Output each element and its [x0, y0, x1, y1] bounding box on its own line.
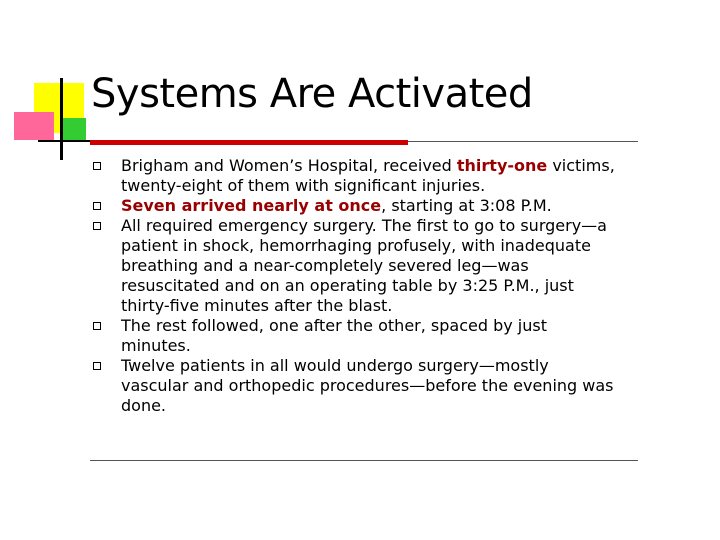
- bullet-text: Twelve patients in all would undergo surgery—mostly vascular and orthopedic procedures—before the evening was done.: [121, 356, 614, 415]
- decor-horizontal-line: [38, 140, 98, 142]
- decor-green-square: [60, 118, 86, 142]
- bullet-item: [90, 216, 620, 316]
- bullet-text: Seven arrived nearly at once, starting at 3:08 P.M.: [121, 196, 552, 215]
- bullet-text: All required emergency surgery. The first to go to surgery—a patient in shock, hemorrhaging profusely, with inadequate breathing and a near-completely severed leg—was resuscitated and on an operating table by 3:25 P.M., just thirty-five minutes after the blast.: [121, 216, 607, 315]
- slide-title: Systems Are Activated: [91, 71, 533, 117]
- decor-vertical-line: [60, 78, 63, 160]
- square-bullet-icon: [93, 362, 101, 370]
- bullet-item: [90, 316, 620, 356]
- square-bullet-icon: [93, 322, 101, 330]
- bullet-item: [90, 156, 620, 196]
- bullet-item: [90, 196, 620, 216]
- square-bullet-icon: [93, 162, 101, 170]
- title-underline-gray: [408, 141, 638, 142]
- square-bullet-icon: [93, 202, 101, 210]
- title-underline-red: [90, 140, 408, 145]
- decor-pink-square: [14, 112, 54, 140]
- bullet-item: [90, 356, 620, 416]
- bullet-text: The rest followed, one after the other, spaced by just minutes.: [121, 316, 547, 355]
- bullet-list: [90, 156, 620, 416]
- bullet-text: Brigham and Women’s Hospital, received thirty-one victims, twenty-eight of them with significant injuries.: [121, 156, 615, 195]
- square-bullet-icon: [93, 222, 101, 230]
- bottom-rule: [90, 460, 638, 461]
